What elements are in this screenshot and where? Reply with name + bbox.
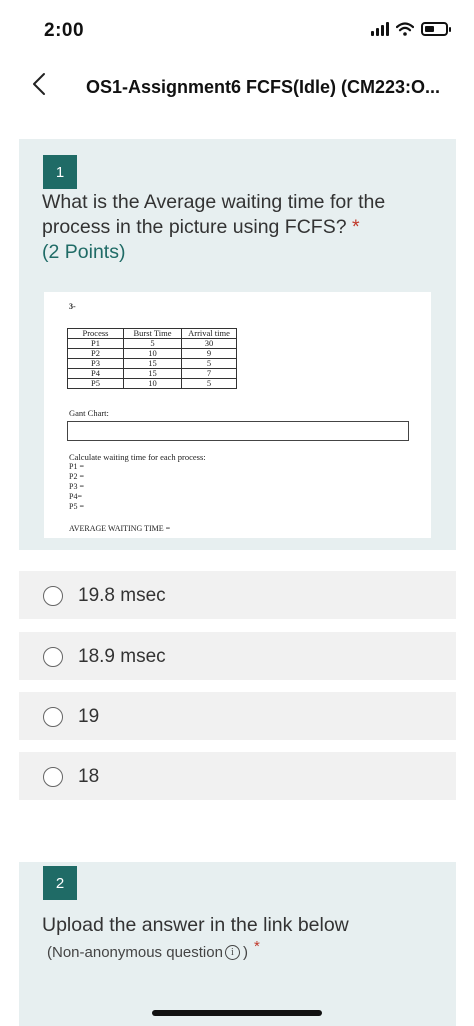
nav-bar [0, 62, 474, 112]
table-cell: 9 [182, 349, 237, 359]
table-row [68, 379, 237, 389]
option-label: 19.8 msec [78, 585, 166, 606]
table-cell: 7 [182, 369, 237, 379]
question-2 [19, 862, 456, 1026]
required-mark: * [253, 938, 260, 955]
table-header-row [68, 329, 237, 339]
radio-button[interactable] [43, 707, 63, 727]
table-header: Process [68, 329, 124, 339]
image-label: 3- [69, 302, 76, 311]
question-1 [19, 139, 456, 550]
signal-icon [371, 22, 389, 36]
info-icon[interactable]: i [225, 945, 240, 960]
waiting-time-line: P4= [69, 492, 82, 501]
calc-label: Calculate waiting time for each process: [69, 452, 206, 462]
question-number-badge: 2 [43, 866, 77, 900]
chevron-left-icon [32, 72, 46, 96]
form-title: OS1-Assignment6 FCFS(Idle) (CM223:O... [86, 77, 441, 97]
waiting-time-line: P2 = [69, 472, 84, 481]
gantt-chart-box [67, 421, 409, 441]
radio-button[interactable] [43, 767, 63, 787]
status-bar [0, 0, 474, 62]
option-label: 19 [78, 706, 100, 727]
waiting-time-line: P5 = [69, 502, 84, 511]
table-cell: 10 [124, 349, 182, 359]
table-header: Burst Time [124, 329, 182, 339]
question-subtext [47, 938, 260, 961]
table-cell: 10 [124, 379, 182, 389]
question-text-body: What is the Average waiting time for the process in the picture using FCFS? [42, 191, 386, 238]
question-text [42, 190, 442, 265]
option-18[interactable] [19, 752, 456, 800]
question-image [44, 292, 431, 538]
option-19-8-msec[interactable] [19, 571, 456, 619]
table-cell: 5 [124, 339, 182, 349]
close-paren: ) [242, 944, 248, 961]
table-row [68, 369, 237, 379]
average-waiting-label: AVERAGE WAITING TIME = [69, 524, 171, 533]
back-button[interactable] [24, 66, 54, 102]
non-anonymous-label: (Non-anonymous question [47, 944, 223, 961]
question-text: Upload the answer in the link below [42, 914, 349, 936]
status-time: 2:00 [44, 20, 85, 41]
table-cell: 15 [124, 369, 182, 379]
waiting-time-line: P1 = [69, 462, 84, 471]
table-cell: 30 [182, 339, 237, 349]
home-indicator [152, 1010, 322, 1016]
waiting-time-line: P3 = [69, 482, 84, 491]
radio-button[interactable] [43, 647, 63, 667]
battery-icon [421, 22, 448, 36]
question-points: (2 Points) [42, 241, 126, 263]
table-cell: P5 [68, 379, 124, 389]
gantt-label: Gant Chart: [69, 408, 109, 418]
option-label: 18.9 msec [78, 646, 166, 667]
table-cell: P1 [68, 339, 124, 349]
table-row [68, 339, 237, 349]
status-icons [371, 22, 448, 36]
option-label: 18 [78, 766, 100, 787]
option-18-9-msec[interactable] [19, 632, 456, 680]
table-cell: P4 [68, 369, 124, 379]
radio-button[interactable] [43, 586, 63, 606]
table-cell: 15 [124, 359, 182, 369]
table-cell: P3 [68, 359, 124, 369]
table-cell: P2 [68, 349, 124, 359]
table-cell: 5 [182, 359, 237, 369]
process-table [67, 328, 237, 389]
table-row [68, 359, 237, 369]
table-header: Arrival time [182, 329, 237, 339]
waiting-time-list [69, 462, 84, 512]
question-number-badge: 1 [43, 155, 77, 189]
table-row [68, 349, 237, 359]
wifi-icon [396, 22, 414, 36]
required-mark: * [351, 216, 360, 238]
table-cell: 5 [182, 379, 237, 389]
option-19[interactable] [19, 692, 456, 740]
